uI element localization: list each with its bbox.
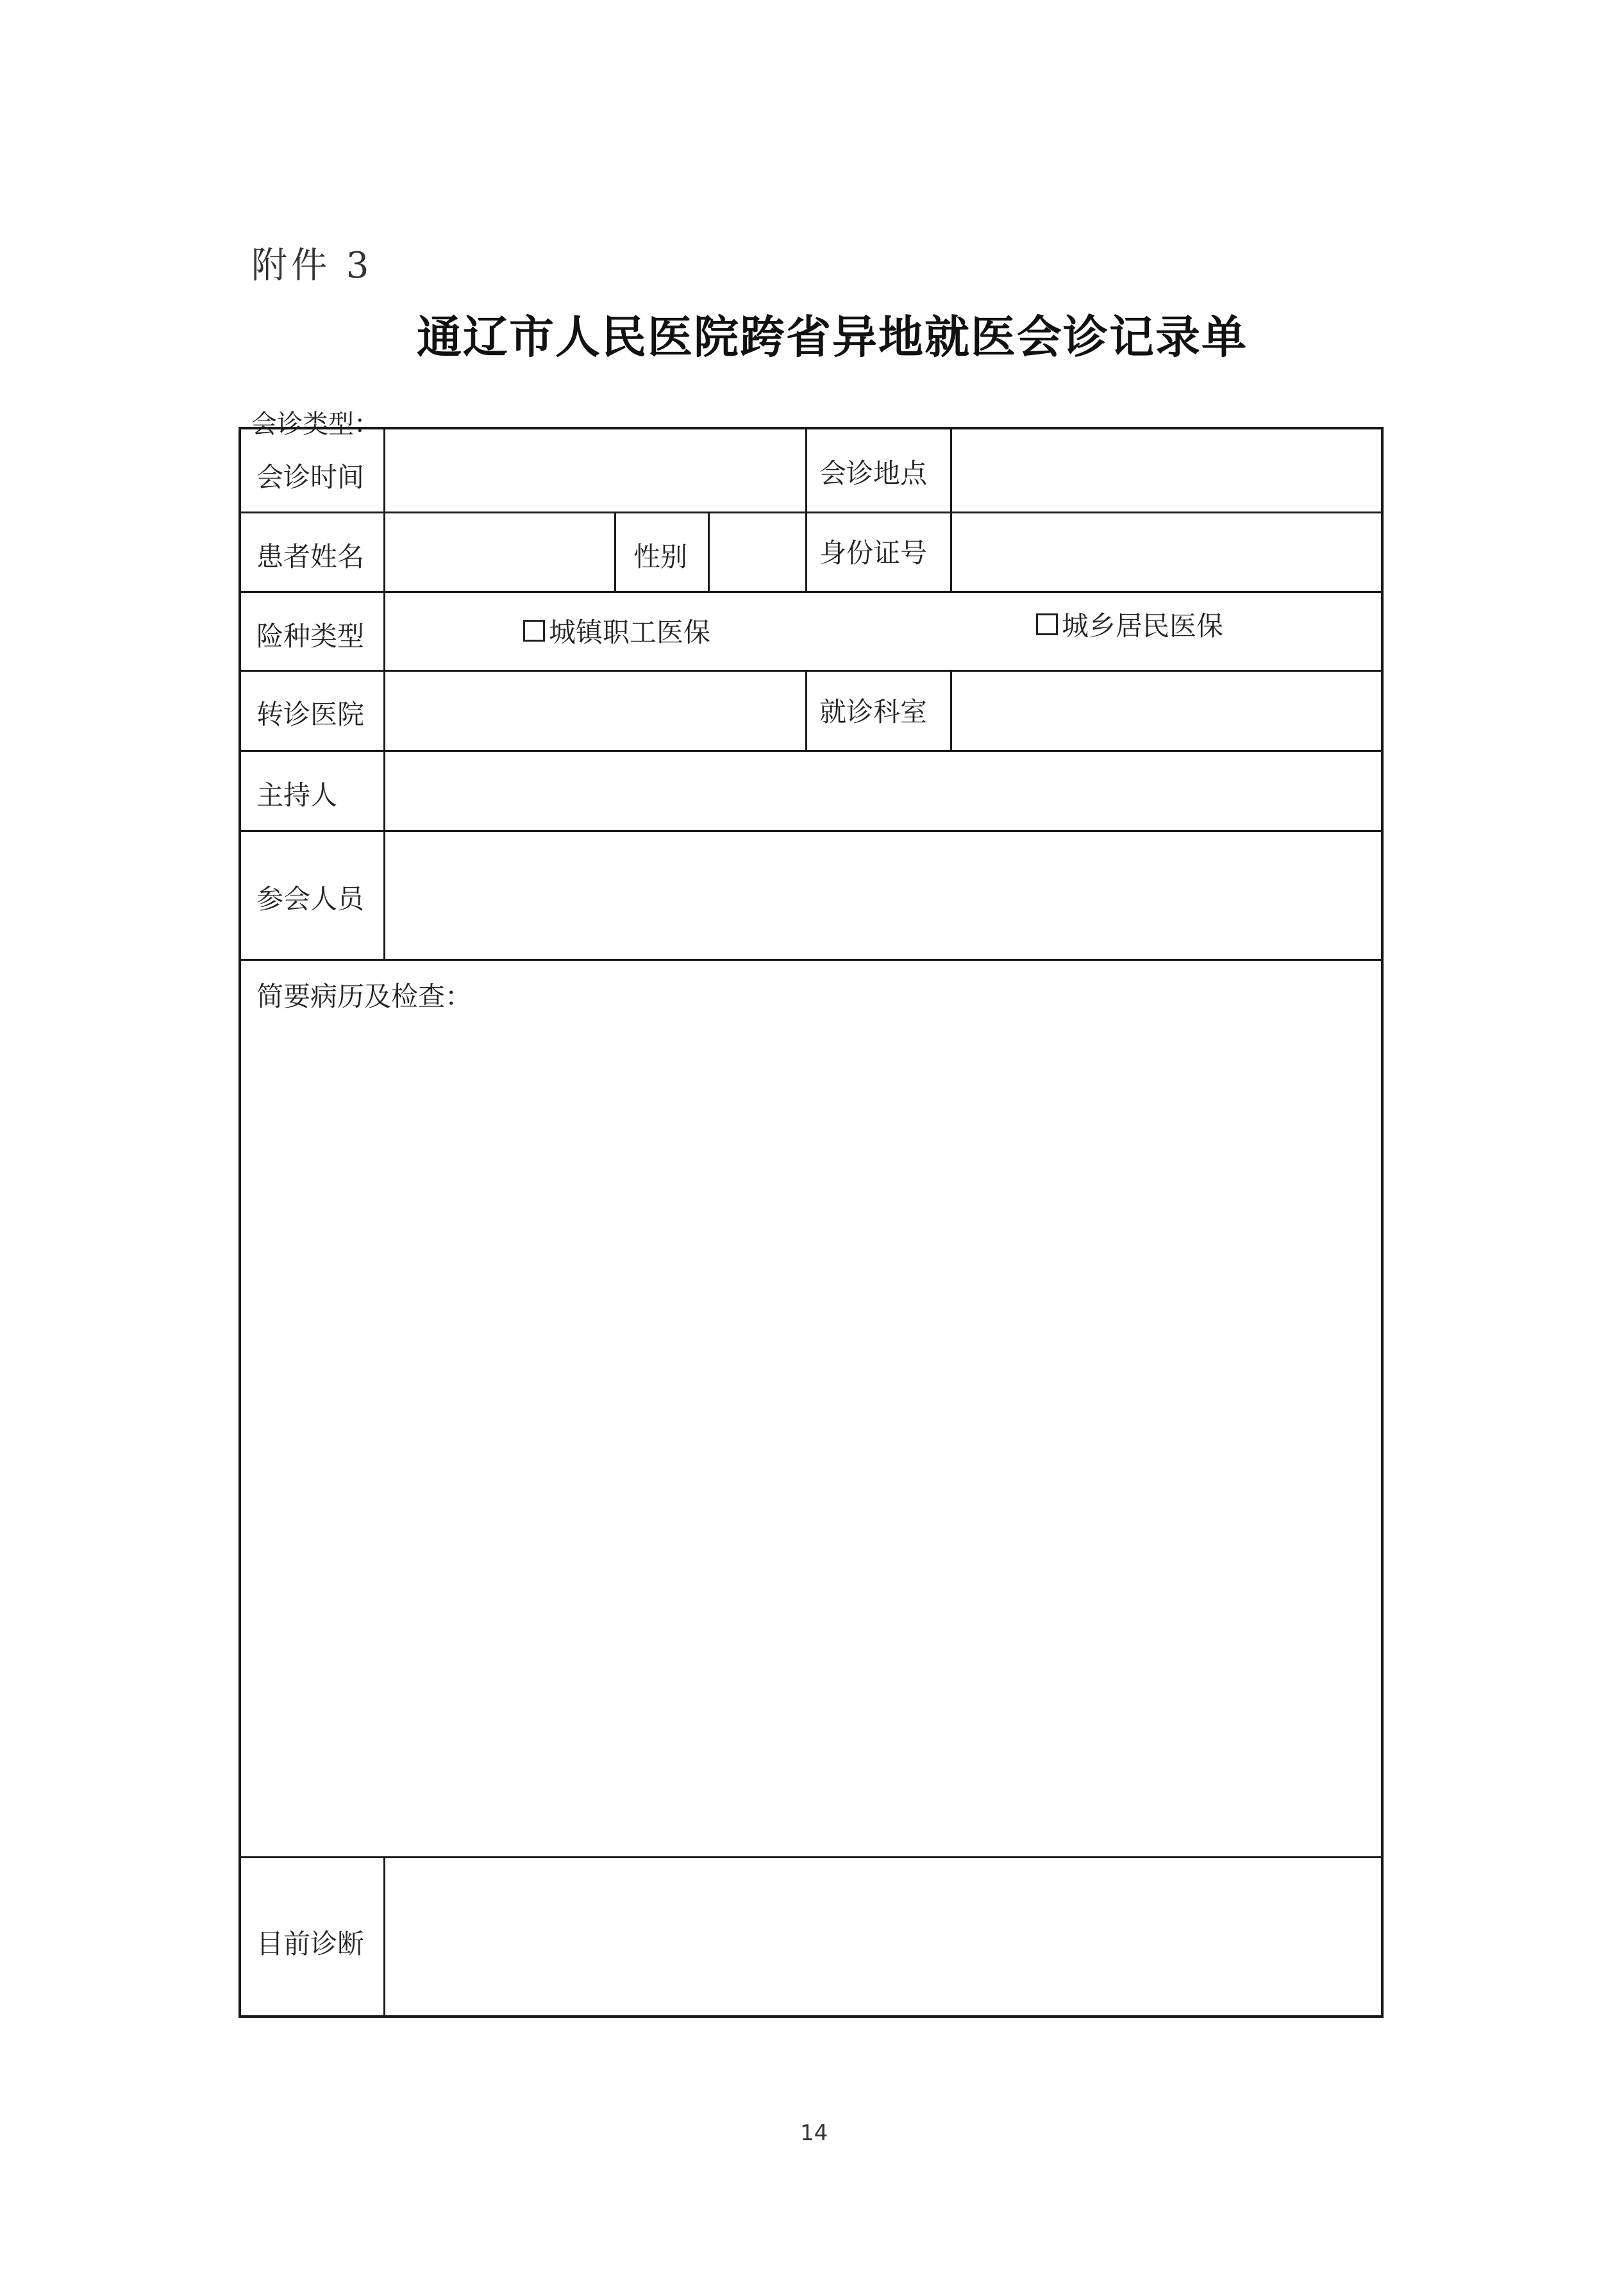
checkbox-icon[interactable] bbox=[1036, 613, 1058, 635]
id-number-label: 身份证号 bbox=[819, 537, 928, 569]
host-label: 主持人 bbox=[256, 779, 338, 811]
row-divider bbox=[241, 1856, 1381, 1858]
column-divider bbox=[614, 512, 616, 591]
current-diagnosis-field[interactable] bbox=[386, 1859, 1382, 2015]
gender-field[interactable] bbox=[710, 513, 803, 589]
urban-rural-resident-insurance-label: 城乡居民医保 bbox=[1062, 610, 1224, 642]
attachment-label: 附件 3 bbox=[251, 245, 373, 287]
department-field[interactable] bbox=[953, 672, 1382, 747]
consultation-location-field[interactable] bbox=[953, 429, 1382, 510]
urban-employee-insurance-option[interactable] bbox=[523, 611, 710, 650]
urban-employee-insurance-label: 城镇职工医保 bbox=[549, 617, 711, 648]
consultation-time-label: 会诊时间 bbox=[256, 462, 365, 493]
consultation-type-label: 会诊类型： bbox=[251, 410, 380, 439]
row-divider bbox=[241, 591, 1381, 593]
column-divider bbox=[950, 670, 952, 750]
form-title: 通辽市人民医院跨省异地就医会诊记录单 bbox=[417, 310, 1248, 363]
column-divider bbox=[805, 670, 807, 750]
host-field[interactable] bbox=[386, 752, 1382, 828]
medical-history-label: 简要病历及检查： bbox=[256, 981, 473, 1012]
patient-name-field[interactable] bbox=[386, 513, 612, 589]
consultation-location-label: 会诊地点 bbox=[819, 458, 928, 489]
checkbox-icon[interactable] bbox=[523, 620, 545, 642]
page-number: 14 bbox=[800, 2120, 828, 2146]
column-divider bbox=[708, 512, 710, 591]
consultation-time-field[interactable] bbox=[386, 429, 803, 510]
id-number-field[interactable] bbox=[953, 513, 1382, 589]
current-diagnosis-label: 目前诊断 bbox=[256, 1928, 365, 1959]
column-divider bbox=[383, 1856, 385, 2018]
column-divider bbox=[383, 429, 385, 959]
insurance-type-label: 险种类型 bbox=[256, 620, 365, 652]
participants-field[interactable] bbox=[386, 832, 1382, 956]
consultation-form-table bbox=[238, 427, 1384, 2018]
patient-name-label: 患者姓名 bbox=[256, 541, 365, 572]
urban-rural-resident-insurance-option[interactable] bbox=[1036, 605, 1223, 644]
medical-history-field[interactable] bbox=[244, 1013, 1381, 1852]
participants-label: 参会人员 bbox=[256, 883, 365, 915]
department-label: 就诊科室 bbox=[819, 696, 928, 728]
referral-hospital-label: 转诊医院 bbox=[256, 699, 365, 730]
row-divider bbox=[241, 959, 1381, 961]
referral-hospital-field[interactable] bbox=[386, 672, 803, 747]
column-divider bbox=[950, 429, 952, 591]
gender-label: 性别 bbox=[633, 541, 688, 572]
column-divider bbox=[805, 429, 807, 591]
